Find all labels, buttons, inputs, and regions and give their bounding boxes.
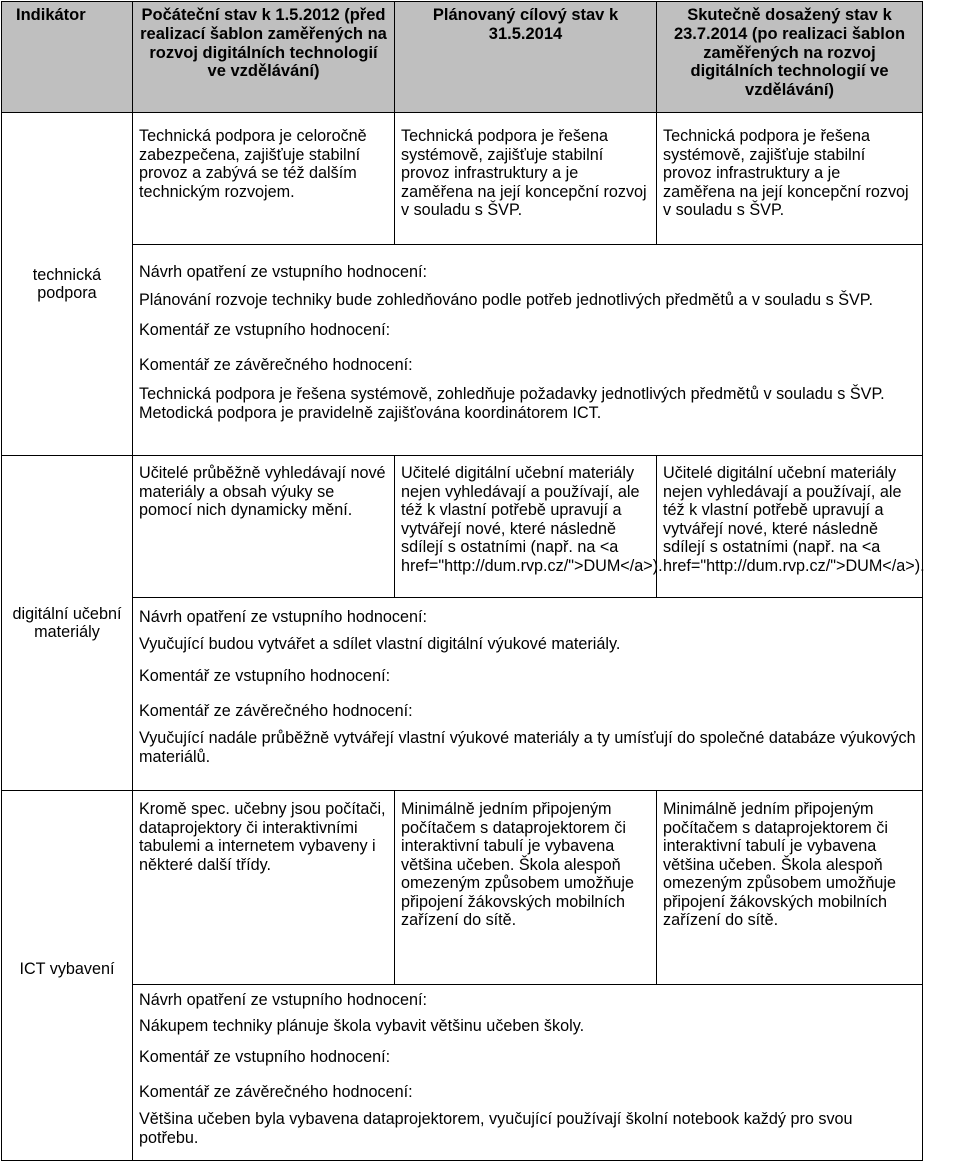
- entry-comment-label: Komentář ze vstupního hodnocení:: [139, 1048, 391, 1066]
- final-comment-text: Většina učeben byla vybavena dataprojektorem, vyučující používají školní notebook každý pro svou potřebu.: [139, 1110, 853, 1147]
- proposal-text: Nákupem techniky plánuje škola vybavit většinu učeben školy.: [139, 1016, 585, 1035]
- header-initial-state: Počáteční stav k 1.5.2012 (před realizací šablon zaměřených na rozvoj digitálních technologií ve vzdělávání): [133, 2, 395, 113]
- final-comment-label: Komentář ze závěrečného hodnocení:: [139, 1082, 413, 1101]
- header-row: [2, 2, 923, 113]
- final-comment-text: Technická podpora je řešena systémově, zohledňuje požadavky jednotlivých předmětů v souladu s ŠVP. Metodická podpora je pravidelně zajišťována koordinátorem ICT.: [139, 385, 885, 422]
- planned-state-cell: Učitelé digitální učební materiály nejen vyhledávají a používají, ale též k vlastní potřebě upravují a vytvářejí nové, které následně sdílejí s ostatními (např. na <a href="http://dum.rvp.cz/">DUM</a>).: [395, 456, 657, 598]
- entry-comment-label: Komentář ze vstupního hodnocení:: [139, 321, 391, 339]
- header-actual-state: Skutečně dosažený stav k 23.7.2014 (po realizaci šablon zaměřených na rozvoj digitálních technologií ve vzdělávání): [657, 2, 923, 113]
- table-row: [2, 598, 923, 791]
- proposal-label: Návrh opatření ze vstupního hodnocení:: [139, 991, 427, 1009]
- planned-state-cell: Technická podpora je řešena systémově, zajišťuje stabilní provoz infrastruktury a je zaměřena na její koncepční rozvoj v souladu s ŠVP.: [395, 113, 657, 245]
- final-comment-label: Komentář ze závěrečného hodnocení:: [139, 701, 413, 720]
- table-row: [2, 113, 923, 245]
- final-comment-text: Vyučující nadále průběžně vytvářejí vlastní výukové materiály a ty umísťují do společné databáze výukových materiálů.: [139, 729, 916, 766]
- initial-state-cell: Kromě spec. učebny jsou počítači, dataprojektory či interaktivními tabulemi a internetem vybaveny i některé další třídy.: [133, 791, 395, 985]
- indicator-cell: digitální učební materiály: [2, 456, 133, 791]
- evaluation-cell: [133, 985, 923, 1161]
- entry-comment-label: Komentář ze vstupního hodnocení:: [139, 667, 391, 685]
- evaluation-cell: [133, 245, 923, 456]
- actual-state-cell: Technická podpora je řešena systémově, zajišťuje stabilní provoz infrastruktury a je zaměřena na její koncepční rozvoj v souladu s ŠVP.: [657, 113, 923, 245]
- indicator-cell: ICT vybavení: [2, 791, 133, 1161]
- table-row: [2, 985, 923, 1161]
- header-indicator: Indikátor: [2, 2, 133, 113]
- proposal-text: Plánování rozvoje techniky bude zohledňováno podle potřeb jednotlivých předmětů a v souladu s ŠVP.: [139, 290, 874, 309]
- planned-state-cell: Minimálně jedním připojeným počítačem s dataprojektorem či interaktivní tabulí je vybavena většina učeben. Škola alespoň omezeným způsobem umožňuje připojení žákovských mobilních zařízení do sítě.: [395, 791, 657, 985]
- proposal-text: Vyučující budou vytvářet a sdílet vlastní digitální výukové materiály.: [139, 634, 621, 653]
- table-row: [2, 245, 923, 456]
- table-row: [2, 456, 923, 598]
- proposal-label: Návrh opatření ze vstupního hodnocení:: [139, 263, 427, 281]
- indicator-cell: technická podpora: [2, 113, 133, 456]
- initial-state-cell: Technická podpora je celoročně zabezpečena, zajišťuje stabilní provoz a zabývá se též dalším technickým rozvojem.: [133, 113, 395, 245]
- initial-state-cell: Učitelé průběžně vyhledávají nové materiály a obsah výuky se pomocí nich dynamicky mění.: [133, 456, 395, 598]
- table-row: [2, 791, 923, 985]
- header-planned-state: Plánovaný cílový stav k 31.5.2014: [395, 2, 657, 113]
- actual-state-cell: Minimálně jedním připojeným počítačem s dataprojektorem či interaktivní tabulí je vybavena většina učeben. Škola alespoň omezeným způsobem umožňuje připojení žákovských mobilních zařízení do sítě.: [657, 791, 923, 985]
- final-comment-label: Komentář ze závěrečného hodnocení:: [139, 355, 413, 374]
- proposal-label: Návrh opatření ze vstupního hodnocení:: [139, 608, 427, 626]
- evaluation-cell: [133, 598, 923, 791]
- actual-state-cell: Učitelé digitální učební materiály nejen vyhledávají a používají, ale též k vlastní potřebě upravují a vytvářejí nové, které následně sdílejí s ostatními (např. na <a href="http://dum.rvp.cz/">DUM</a>).: [657, 456, 923, 598]
- evaluation-table: [1, 1, 923, 1161]
